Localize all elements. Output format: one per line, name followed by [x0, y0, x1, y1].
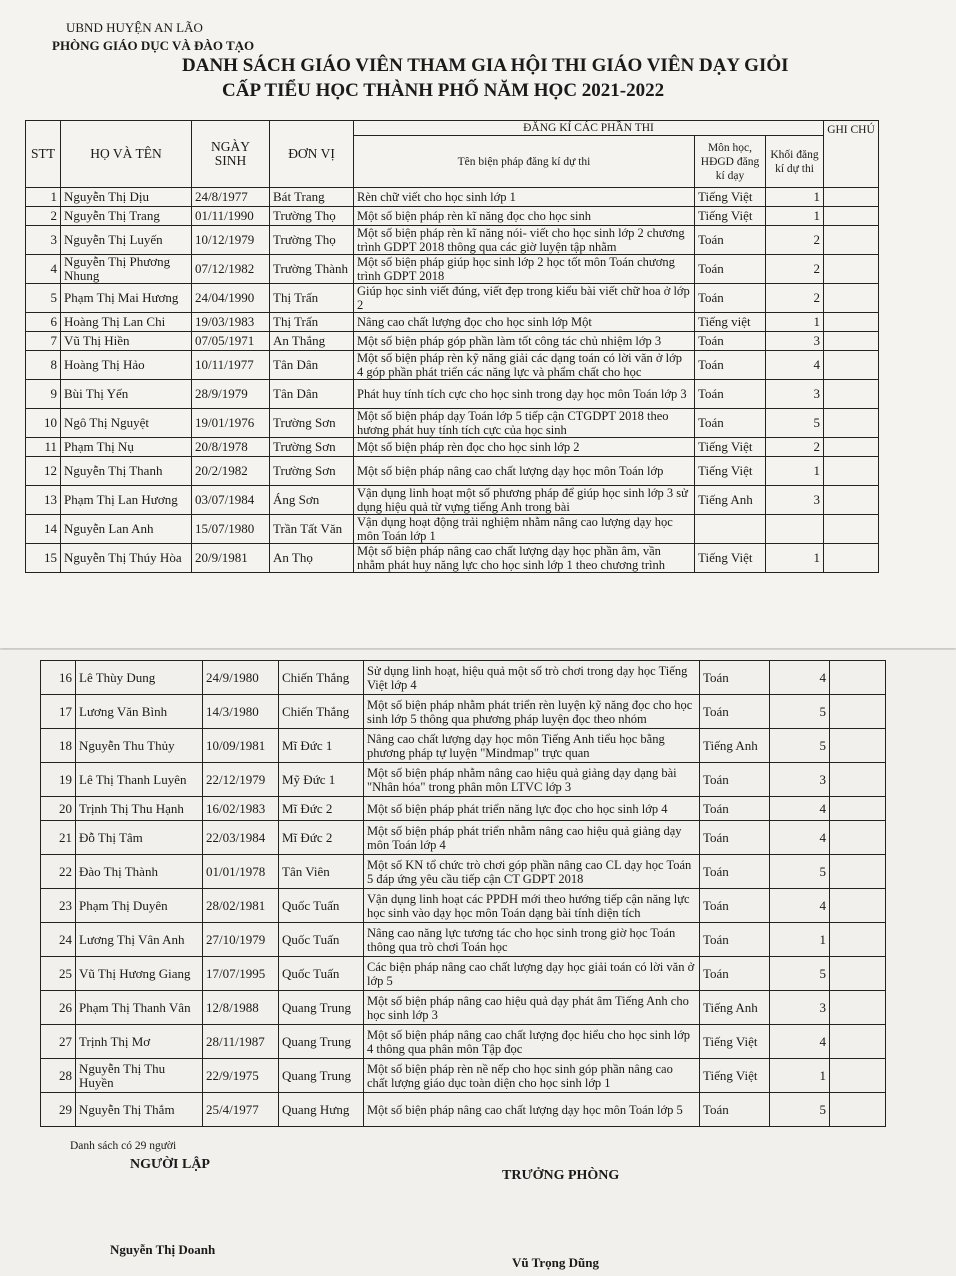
table-cell-note [824, 255, 879, 284]
table-cell-dob: 22/12/1979 [203, 763, 279, 797]
table-cell-dob: 12/8/1988 [203, 991, 279, 1025]
table-row [26, 313, 879, 332]
table-row [41, 1093, 886, 1127]
table-cell-grade: 3 [770, 763, 830, 797]
table-body-part-2 [41, 661, 886, 1127]
table-cell-name: Nguyễn Thị Phương Nhung [61, 255, 192, 284]
table-cell-grade: 2 [766, 226, 824, 255]
table-cell-name: Ngô Thị Nguyệt [61, 409, 192, 438]
table-cell-note [830, 923, 886, 957]
table-cell-measure: Một số biện pháp phát triển nhằm nâng cao hiệu quả giảng dạy môn Toán lớp 4 [364, 821, 700, 855]
table-cell-unit: Trường Sơn [270, 438, 354, 457]
col-header-dob: NGÀY SINH [192, 121, 270, 188]
table-cell-dob: 20/9/1981 [192, 544, 270, 573]
table-cell-subject: Toán [695, 409, 766, 438]
table-cell-unit: Quang Trung [279, 991, 364, 1025]
table-cell-note [830, 991, 886, 1025]
table-cell-name: Phạm Thị Thanh Vân [76, 991, 203, 1025]
table-cell-note [830, 889, 886, 923]
table-cell-name: Lê Thị Thanh Luyên [76, 763, 203, 797]
table-cell-grade: 1 [766, 313, 824, 332]
table-cell-stt: 5 [26, 284, 61, 313]
table-cell-note [824, 284, 879, 313]
table-cell-note [830, 729, 886, 763]
table-cell-measure: Một số biện pháp rèn đọc cho học sinh lớp 2 [354, 438, 695, 457]
document-title-line-1: DANH SÁCH GIÁO VIÊN THAM GIA HỘI THI GIÁO VIÊN DẠY GIỎI [182, 55, 789, 76]
teacher-table-part-2 [40, 660, 886, 1127]
table-cell-unit: Trường Thọ [270, 226, 354, 255]
table-cell-grade: 5 [770, 855, 830, 889]
table-cell-subject: Toán [695, 380, 766, 409]
table-cell-unit: Tân Viên [279, 855, 364, 889]
table-cell-measure: Một số KN tổ chức trò chơi góp phần nâng cao CL dạy học Toán 5 đáp ứng yêu cầu tiếp cận CT GDPT 2018 [364, 855, 700, 889]
table-cell-stt: 27 [41, 1025, 76, 1059]
table-cell-name: Đỗ Thị Tâm [76, 821, 203, 855]
table-cell-grade: 1 [766, 188, 824, 207]
table-cell-note [824, 332, 879, 351]
table-cell-note [824, 351, 879, 380]
table-cell-name: Phạm Thị Duyên [76, 889, 203, 923]
table-cell-dob: 20/2/1982 [192, 457, 270, 486]
maker-label: NGƯỜI LẬP [130, 1157, 210, 1172]
table-cell-subject: Toán [700, 797, 770, 821]
table-cell-unit: Trường Sơn [270, 409, 354, 438]
table-cell-dob: 19/01/1976 [192, 409, 270, 438]
table-cell-name: Lê Thùy Dung [76, 661, 203, 695]
table-cell-unit: Tân Dân [270, 351, 354, 380]
table-cell-subject: Toán [700, 695, 770, 729]
table-cell-dob: 16/02/1983 [203, 797, 279, 821]
table-cell-stt: 18 [41, 729, 76, 763]
table-cell-unit: Mĩ Đức 1 [279, 729, 364, 763]
table-cell-subject: Tiếng Việt [695, 457, 766, 486]
table-cell-subject: Toán [700, 855, 770, 889]
table-row [26, 380, 879, 409]
table-cell-name: Nguyễn Thị Thắm [76, 1093, 203, 1127]
table-cell-dob: 22/03/1984 [203, 821, 279, 855]
table-cell-name: Nguyễn Lan Anh [61, 515, 192, 544]
table-cell-stt: 29 [41, 1093, 76, 1127]
table-cell-measure: Một số biện pháp rèn kĩ năng nói- viết cho học sinh lớp 2 chương trình GDPT 2018 thông qua các giờ luyện tập nhằm [354, 226, 695, 255]
table-cell-unit: Bát Trang [270, 188, 354, 207]
table-cell-name: Nguyễn Thị Thúy Hòa [61, 544, 192, 573]
table-cell-grade: 4 [766, 351, 824, 380]
table-cell-dob: 27/10/1979 [203, 923, 279, 957]
table-cell-measure: Giúp học sinh viết đúng, viết đẹp trong kiểu bài viết chữ hoa ở lớp 2 [354, 284, 695, 313]
table-cell-unit: Trường Thành [270, 255, 354, 284]
table-row [41, 889, 886, 923]
table-cell-stt: 10 [26, 409, 61, 438]
table-cell-dob: 07/05/1971 [192, 332, 270, 351]
col-header-stt: STT [26, 121, 61, 188]
table-row [41, 695, 886, 729]
table-cell-stt: 24 [41, 923, 76, 957]
table-cell-note [830, 855, 886, 889]
table-row [26, 438, 879, 457]
table-cell-dob: 20/8/1978 [192, 438, 270, 457]
table-cell-grade: 5 [770, 695, 830, 729]
table-row [41, 797, 886, 821]
table-cell-measure: Vận dụng linh hoạt một số phương pháp để giúp học sinh lớp 3 sử dụng hiệu quả từ vựng tiếng Anh trong bài [354, 486, 695, 515]
table-cell-dob: 17/07/1995 [203, 957, 279, 991]
table-cell-stt: 25 [41, 957, 76, 991]
table-cell-grade: 2 [766, 438, 824, 457]
table-cell-measure: Một số biện pháp nâng cao chất lượng dạy học môn Toán lớp 5 [364, 1093, 700, 1127]
table-cell-grade: 3 [770, 991, 830, 1025]
table-cell-stt: 28 [41, 1059, 76, 1093]
table-cell-dob: 01/11/1990 [192, 207, 270, 226]
table-cell-measure: Một số biện pháp rèn kỹ năng giải các dạng toán có lời văn ở lớp 4 góp phần phát triển các năng lực và phẩm chất cho học [354, 351, 695, 380]
table-cell-measure: Một số biện pháp nâng cao hiệu quả dạy phát âm Tiếng Anh cho học sinh lớp 3 [364, 991, 700, 1025]
table-cell-dob: 10/09/1981 [203, 729, 279, 763]
table-cell-stt: 13 [26, 486, 61, 515]
table-cell-measure: Rèn chữ viết cho học sinh lớp 1 [354, 188, 695, 207]
table-cell-dob: 22/9/1975 [203, 1059, 279, 1093]
table-cell-grade: 4 [770, 889, 830, 923]
table-cell-note [824, 188, 879, 207]
table-cell-grade: 5 [770, 957, 830, 991]
table-cell-unit: Trường Sơn [270, 457, 354, 486]
table-cell-stt: 16 [41, 661, 76, 695]
table-cell-name: Đào Thị Thành [76, 855, 203, 889]
table-row [41, 763, 886, 797]
table-cell-subject: Toán [695, 255, 766, 284]
table-cell-note [824, 226, 879, 255]
table-cell-subject: Toán [700, 1093, 770, 1127]
col-header-unit: ĐƠN VỊ [270, 121, 354, 188]
col-header-subject: Môn học, HĐGD đăng kí dạy [695, 136, 766, 188]
table-cell-name: Phạm Thị Mai Hương [61, 284, 192, 313]
table-cell-stt: 12 [26, 457, 61, 486]
table-cell-subject: Toán [695, 284, 766, 313]
table-cell-grade: 5 [770, 1093, 830, 1127]
table-cell-unit: Mỹ Đức 1 [279, 763, 364, 797]
table-cell-stt: 8 [26, 351, 61, 380]
table-cell-name: Vũ Thị Hương Giang [76, 957, 203, 991]
table-cell-grade: 3 [766, 332, 824, 351]
table-cell-grade: 4 [770, 821, 830, 855]
table-cell-stt: 7 [26, 332, 61, 351]
col-header-grade: Khối đăng kí dự thi [766, 136, 824, 188]
list-count: Danh sách có 29 người [70, 1140, 177, 1152]
table-cell-name: Hoàng Thị Lan Chi [61, 313, 192, 332]
table-cell-dob: 24/9/1980 [203, 661, 279, 695]
table-cell-dob: 10/11/1977 [192, 351, 270, 380]
table-cell-note [830, 1093, 886, 1127]
table-cell-note [830, 821, 886, 855]
table-cell-dob: 24/04/1990 [192, 284, 270, 313]
table-cell-name: Nguyễn Thị Thanh [61, 457, 192, 486]
table-cell-measure: Một số biện pháp giúp học sinh lớp 2 học tốt môn Toán chương trình GDPT 2018 [354, 255, 695, 284]
table-cell-measure: Một số biện pháp rèn kĩ năng đọc cho học sinh [354, 207, 695, 226]
table-row [26, 284, 879, 313]
table-cell-measure: Nâng cao năng lực tương tác cho học sinh trong giờ học Toán thông qua trò chơi Toán học [364, 923, 700, 957]
table-cell-unit: Thị Trấn [270, 284, 354, 313]
table-cell-note [824, 380, 879, 409]
table-row [41, 957, 886, 991]
table-cell-subject: Tiếng Anh [695, 486, 766, 515]
table-cell-note [830, 661, 886, 695]
table-cell-measure: Các biện pháp nâng cao chất lượng dạy học giải toán có lời văn ở lớp 5 [364, 957, 700, 991]
table-cell-stt: 26 [41, 991, 76, 1025]
table-cell-stt: 6 [26, 313, 61, 332]
table-row [26, 226, 879, 255]
table-cell-note [830, 695, 886, 729]
table-cell-stt: 22 [41, 855, 76, 889]
table-cell-unit: An Thắng [270, 332, 354, 351]
table-cell-measure: Một số biện pháp dạy Toán lớp 5 tiếp cận CTGDPT 2018 theo hương phát huy tính tích cực của học sinh [354, 409, 695, 438]
head-name: Vũ Trọng Dũng [512, 1255, 599, 1270]
table-cell-stt: 4 [26, 255, 61, 284]
table-cell-measure: Một số biện pháp nâng cao chất lượng đọc hiểu cho học sinh lớp 4 thông qua phân môn Tập đọc [364, 1025, 700, 1059]
table-cell-unit: Thị Trấn [270, 313, 354, 332]
table-cell-grade: 1 [770, 1059, 830, 1093]
table-row [26, 409, 879, 438]
head-label: TRƯỞNG PHÒNG [502, 1168, 620, 1183]
table-cell-grade: 3 [766, 486, 824, 515]
table-cell-unit: Mĩ Đức 2 [279, 797, 364, 821]
table-cell-note [830, 797, 886, 821]
table-row [41, 1059, 886, 1093]
table-cell-grade: 2 [766, 284, 824, 313]
table-cell-name: Nguyễn Thị Luyến [61, 226, 192, 255]
table-cell-measure: Nâng cao chất lượng dạy học môn Tiếng Anh tiểu học bằng phương pháp tự luyện "Mindmap" trực quan [364, 729, 700, 763]
table-cell-subject: Toán [700, 889, 770, 923]
table-cell-unit: An Thọ [270, 544, 354, 573]
table-cell-dob: 28/11/1987 [203, 1025, 279, 1059]
table-row [26, 351, 879, 380]
table-cell-stt: 11 [26, 438, 61, 457]
table-cell-unit: Chiến Thắng [279, 661, 364, 695]
table-row [26, 207, 879, 226]
maker-name: Nguyễn Thị Doanh [110, 1242, 216, 1257]
table-cell-grade: 1 [766, 544, 824, 573]
table-cell-note [824, 457, 879, 486]
table-cell-unit: Quang Trung [279, 1025, 364, 1059]
table-cell-name: Hoàng Thị Hảo [61, 351, 192, 380]
table-cell-name: Trịnh Thị Mơ [76, 1025, 203, 1059]
table-cell-dob: 10/12/1979 [192, 226, 270, 255]
table-cell-dob: 07/12/1982 [192, 255, 270, 284]
table-cell-dob: 19/03/1983 [192, 313, 270, 332]
table-cell-grade: 1 [766, 207, 824, 226]
table-cell-unit: Quốc Tuấn [279, 923, 364, 957]
table-row [26, 515, 879, 544]
table-cell-subject: Tiếng Việt [695, 188, 766, 207]
table-cell-name: Phạm Thị Lan Hương [61, 486, 192, 515]
table-cell-stt: 21 [41, 821, 76, 855]
table-cell-unit: Quang Hưng [279, 1093, 364, 1127]
table-body-part-1 [26, 188, 879, 573]
table-cell-name: Nguyễn Thị Thu Huyền [76, 1059, 203, 1093]
table-cell-subject: Toán [700, 923, 770, 957]
table-cell-stt: 20 [41, 797, 76, 821]
table-row [26, 457, 879, 486]
table-cell-grade [766, 515, 824, 544]
table-cell-dob: 28/9/1979 [192, 380, 270, 409]
table-cell-stt: 1 [26, 188, 61, 207]
table-cell-measure: Sử dụng linh hoạt, hiệu quả một số trò chơi trong dạy học Tiếng Việt lớp 4 [364, 661, 700, 695]
col-header-group: ĐĂNG KÍ CÁC PHẦN THI [354, 121, 824, 136]
table-cell-subject: Toán [700, 821, 770, 855]
table-row [26, 332, 879, 351]
table-cell-subject: Toán [695, 226, 766, 255]
table-cell-grade: 1 [770, 923, 830, 957]
table-cell-subject: Toán [700, 661, 770, 695]
table-cell-subject: Tiếng việt [695, 313, 766, 332]
table-cell-unit: Mĩ Đức 2 [279, 821, 364, 855]
table-cell-note [824, 438, 879, 457]
table-cell-note [824, 409, 879, 438]
table-cell-subject: Toán [695, 351, 766, 380]
table-cell-name: Phạm Thị Nụ [61, 438, 192, 457]
table-row [41, 991, 886, 1025]
table-cell-measure: Một số biện pháp nâng cao chất lượng dạy học phần âm, vần nhằm phát huy năng lực cho học sinh lớp 1 theo chương trình [354, 544, 695, 573]
table-cell-measure: Vận dụng hoạt động trải nghiệm nhằm nâng cao lượng dạy học môn Toán lớp 1 [354, 515, 695, 544]
table-cell-unit: Quốc Tuấn [279, 957, 364, 991]
table-cell-grade: 3 [766, 380, 824, 409]
table-row [26, 255, 879, 284]
table-cell-grade: 4 [770, 797, 830, 821]
table-cell-dob: 01/01/1978 [203, 855, 279, 889]
col-header-name: HỌ VÀ TÊN [61, 121, 192, 188]
table-cell-note [824, 515, 879, 544]
table-cell-measure: Một số biện pháp nhằm nâng cao hiệu quả giảng dạy dạng bài "Nhân hóa" trong phân môn LTVC lớp 3 [364, 763, 700, 797]
table-cell-unit: Trường Thọ [270, 207, 354, 226]
table-cell-subject: Toán [695, 332, 766, 351]
table-row [41, 729, 886, 763]
table-cell-stt: 17 [41, 695, 76, 729]
table-cell-name: Lương Thị Vân Anh [76, 923, 203, 957]
table-cell-measure: Một số biện pháp góp phần làm tốt công tác chủ nhiệm lớp 3 [354, 332, 695, 351]
table-cell-note [830, 957, 886, 991]
table-cell-subject: Tiếng Việt [695, 544, 766, 573]
table-cell-note [830, 1059, 886, 1093]
table-row [41, 1025, 886, 1059]
document-title-line-2: CẤP TIỂU HỌC THÀNH PHỐ NĂM HỌC 2021-2022 [222, 80, 665, 101]
table-cell-stt: 15 [26, 544, 61, 573]
table-cell-measure: Một số biện pháp nâng cao chất lượng dạy học môn Toán lớp [354, 457, 695, 486]
table-cell-unit: Chiến Thắng [279, 695, 364, 729]
table-cell-dob: 24/8/1977 [192, 188, 270, 207]
table-cell-note [824, 544, 879, 573]
table-cell-dob: 14/3/1980 [203, 695, 279, 729]
col-header-measure: Tên biện pháp đăng kí dự thi [354, 136, 695, 188]
table-cell-subject: Toán [700, 957, 770, 991]
table-cell-name: Lương Văn Bình [76, 695, 203, 729]
table-cell-dob: 15/07/1980 [192, 515, 270, 544]
table-cell-unit: Trần Tất Văn [270, 515, 354, 544]
table-cell-dob: 28/02/1981 [203, 889, 279, 923]
table-row [26, 486, 879, 515]
table-cell-measure: Một số biện pháp nhằm phát triển rèn luyện kỹ năng đọc cho học sinh lớp 5 thông qua phương pháp luyện đọc theo nhóm [364, 695, 700, 729]
table-cell-stt: 23 [41, 889, 76, 923]
table-cell-note [830, 1025, 886, 1059]
col-header-note: GHI CHÚ [824, 121, 879, 188]
table-cell-note [824, 313, 879, 332]
table-cell-stt: 3 [26, 226, 61, 255]
table-cell-name: Vũ Thị Hiền [61, 332, 192, 351]
table-cell-name: Bùi Thị Yến [61, 380, 192, 409]
table-cell-stt: 19 [41, 763, 76, 797]
table-cell-measure: Nâng cao chất lượng đọc cho học sinh lớp Một [354, 313, 695, 332]
table-cell-subject: Tiếng Anh [700, 991, 770, 1025]
table-row [41, 923, 886, 957]
table-cell-dob: 03/07/1984 [192, 486, 270, 515]
table-cell-name: Nguyễn Thị Trang [61, 207, 192, 226]
table-cell-measure: Phát huy tính tích cực cho học sinh trong dạy học môn Toán lớp 3 [354, 380, 695, 409]
table-cell-unit: Quốc Tuấn [279, 889, 364, 923]
table-cell-unit: Tân Dân [270, 380, 354, 409]
table-row [26, 544, 879, 573]
table-cell-note [830, 763, 886, 797]
table-cell-grade: 4 [770, 661, 830, 695]
table-cell-measure: Một số biện pháp phát triển năng lực đọc cho học sinh lớp 4 [364, 797, 700, 821]
org-line-1: UBND HUYỆN AN LÃO [66, 20, 203, 35]
teacher-table-part-1 [25, 120, 879, 573]
table-cell-stt: 9 [26, 380, 61, 409]
table-cell-grade: 2 [766, 255, 824, 284]
table-row [26, 188, 879, 207]
table-cell-stt: 14 [26, 515, 61, 544]
table-cell-subject: Tiếng Anh [700, 729, 770, 763]
table-cell-dob: 25/4/1977 [203, 1093, 279, 1127]
table-cell-grade: 5 [766, 409, 824, 438]
table-cell-name: Nguyễn Thị Dịu [61, 188, 192, 207]
table-cell-name: Nguyễn Thu Thủy [76, 729, 203, 763]
table-cell-subject: Tiếng Việt [700, 1025, 770, 1059]
table-cell-subject [695, 515, 766, 544]
table-cell-subject: Toán [700, 763, 770, 797]
table-cell-subject: Tiếng Việt [695, 438, 766, 457]
table-cell-grade: 1 [766, 457, 824, 486]
table-cell-measure: Vận dụng linh hoạt các PPDH mới theo hướng tiếp cận năng lực học sinh vào dạy học môn Toán dạng bài tính diện tích [364, 889, 700, 923]
table-cell-note [824, 486, 879, 515]
table-cell-name: Trịnh Thị Thu Hạnh [76, 797, 203, 821]
table-row [41, 661, 886, 695]
org-line-2: PHÒNG GIÁO DỤC VÀ ĐÀO TẠO [52, 38, 255, 53]
table-cell-unit: Quang Trung [279, 1059, 364, 1093]
table-row [41, 855, 886, 889]
table-cell-subject: Tiếng Việt [700, 1059, 770, 1093]
table-cell-grade: 4 [770, 1025, 830, 1059]
table-row [41, 821, 886, 855]
table-cell-note [824, 207, 879, 226]
table-cell-measure: Một số biện pháp rèn nề nếp cho học sinh góp phần nâng cao chất lượng giáo dục toàn diện cho học sinh lớp 1 [364, 1059, 700, 1093]
table-cell-subject: Tiếng Việt [695, 207, 766, 226]
table-cell-grade: 5 [770, 729, 830, 763]
table-cell-stt: 2 [26, 207, 61, 226]
table-cell-unit: Áng Sơn [270, 486, 354, 515]
